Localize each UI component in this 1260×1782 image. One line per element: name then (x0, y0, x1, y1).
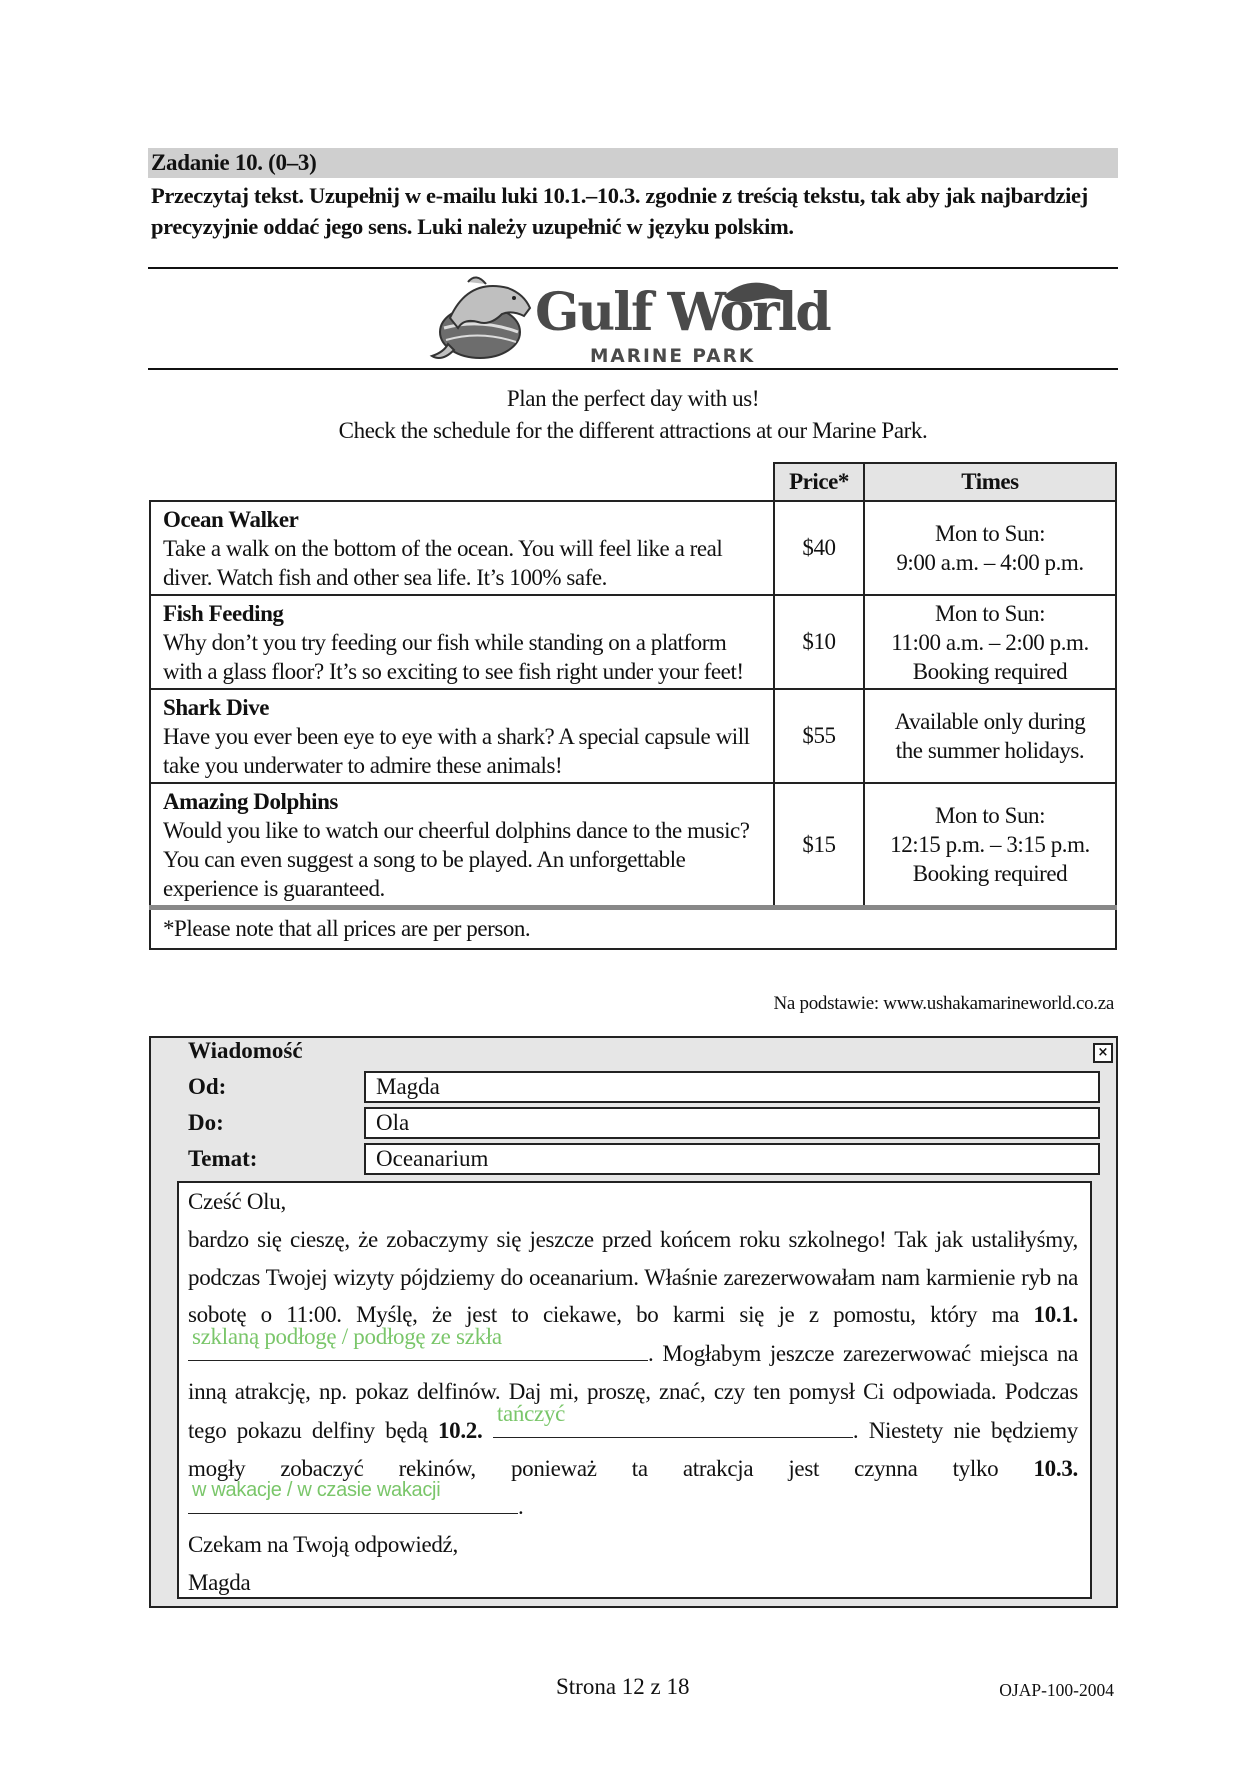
table-row (150, 501, 1116, 595)
divider-bottom (148, 368, 1118, 370)
gap-3-number: 10.3. (1033, 1455, 1078, 1481)
attraction-price: $55 (774, 689, 864, 783)
attraction-cell (150, 595, 774, 689)
schedule-table (149, 462, 1116, 950)
attraction-name: Shark Dive (163, 695, 270, 720)
table-row (150, 689, 1116, 783)
attraction-name: Ocean Walker (163, 507, 299, 532)
table-note-row (150, 908, 1116, 950)
paragraph-1-text: bardzo się cieszę, że zobaczymy się jeszcze przed końcem roku szkolnego! Tak jak ustaliłyśmy, podczas Twojej wizyty pójdziemy do oceanarium. Właśnie zarezerwowałam nam karmienie ryb na sobotę o 11:00. Myślę, że jest to ciekawe, bo karmi się je z pomostu, który ma (188, 1226, 1078, 1328)
paragraph-2-text: Mogłabym jeszcze zarezerwować miejsca na inną atrakcję, np. pokaz delfinów. Daj mi, proszę, znać, czy ten pomysł Ci odpowiada. Podczas tego pokazu delfiny będą (188, 1341, 1079, 1443)
to-label: Do: (188, 1110, 224, 1135)
attraction-price: $40 (774, 501, 864, 595)
gap-2-answer: tańczyć (496, 1400, 565, 1426)
attraction-times (864, 783, 1116, 908)
times-line: Booking required (912, 658, 1068, 684)
attraction-cell (150, 783, 774, 908)
attraction-name: Fish Feeding (163, 601, 284, 626)
gap-2-field[interactable] (493, 1400, 853, 1438)
header-times: Times (864, 463, 1116, 501)
intro-line-1: Plan the perfect day with us! (506, 386, 760, 411)
attraction-times (864, 689, 1116, 783)
attraction-description: Take a walk on the bottom of the ocean. You will feel like a real diver. Watch fish and other sea life. It’s 100% safe. (163, 536, 723, 590)
from-label: Od: (188, 1074, 227, 1099)
gap-1-number: 10.1. (1033, 1302, 1079, 1328)
page-number: Strona 12 z 18 (556, 1674, 690, 1699)
gap-3-field[interactable] (188, 1478, 518, 1514)
times-line: 9:00 a.m. – 4:00 p.m. (896, 550, 1084, 575)
attraction-cell (150, 501, 774, 595)
price-note: *Please note that all prices are per person. (150, 908, 1116, 950)
closing: Czekam na Twoją odpowiedź, (188, 1532, 458, 1558)
gap-1-answer: szklaną podłogę / podłogę ze szkła (192, 1324, 502, 1350)
attraction-price: $10 (774, 595, 864, 689)
gap-1-field[interactable] (188, 1324, 648, 1361)
task-instruction: Przeczytaj tekst. Uzupełnij w e-mailu luki 10.1.–10.3. zgodnie z treścią tekstu, tak aby jak najbardziej precyzyjnie oddać jego sens. Luki należy uzupełnić w języku polskim. (151, 183, 1088, 239)
divider-top (148, 267, 1118, 269)
times-line: Mon to Sun: (934, 803, 1046, 828)
task-title: Zadanie 10. (0–3) (151, 150, 317, 175)
signature: Magda (188, 1569, 251, 1595)
times-line: the summer holidays. (895, 738, 1085, 763)
times-line: Mon to Sun: (934, 521, 1046, 546)
from-field[interactable]: Magda (364, 1071, 1100, 1103)
times-line: Mon to Sun: (934, 600, 1046, 626)
attraction-name: Amazing Dolphins (163, 789, 338, 814)
logo-wordmark: Gulf World (535, 282, 830, 343)
exam-code: OJAP-100-2004 (999, 1680, 1114, 1700)
header-price: Price* (774, 463, 864, 501)
header-blank (150, 463, 774, 501)
attraction-price: $15 (774, 783, 864, 908)
attraction-times (864, 595, 1116, 689)
attraction-description: Why don’t you try feeding our fish while standing on a platform with a glass floor? It’s so exciting to see fish right under your feet! (163, 630, 744, 684)
attraction-description: Would you like to watch our cheerful dolphins dance to the music? You can even suggest a song to be played. An unforgettable experience is guaranteed. (163, 818, 750, 901)
message-body (188, 1183, 1078, 1602)
attraction-times (864, 501, 1116, 595)
close-icon[interactable]: × (1093, 1043, 1113, 1063)
table-row (150, 595, 1116, 689)
paragraph-1: bardzo się cieszę, że zobaczymy się jeszcze przed końcem roku szkolnego! Tak jak ustaliłyśmy, podczas Twojej wizyty pójdziemy do oceanarium. Właśnie zarezerwowałam nam karmienie ryb na sobotę o 11:00. Myślę, że jest to ciekawe, bo karmi się je z pomostu, który ma 10.1. szklaną podłogę / podłogę ze szkła . Mogłabym jeszcze zarezerwować miejsca na inną atrakcję, np. pokaz delfinów. Daj mi, proszę, znać, czy ten pomysł Ci odpowiada. Podczas tego pokazu delfiny będą 10.2. tańczyć . Niestety nie będziemy mogły zobaczyć rekinów, ponieważ ta atrakcja jest czynna tylko 10.3. w wakacje / w czasie wakacji . (188, 1226, 1079, 1520)
table-header-row (150, 463, 1116, 501)
subject-field[interactable]: Oceanarium (364, 1143, 1100, 1175)
times-line: Booking required (912, 861, 1068, 886)
logo-subtitle: MARINE PARK (590, 346, 756, 367)
message-title: Wiadomość (188, 1038, 303, 1063)
gap-2-number: 10.2. (437, 1417, 483, 1443)
table-row (150, 783, 1116, 908)
times-line: Available only during (894, 709, 1086, 734)
intro-line-2: Check the schedule for the different attractions at our Marine Park. (338, 418, 928, 443)
times-line: 12:15 p.m. – 3:15 p.m. (890, 832, 1090, 857)
attraction-cell (150, 689, 774, 783)
greeting: Cześć Olu, (188, 1189, 286, 1214)
to-field[interactable]: Ola (364, 1107, 1100, 1139)
subject-label: Temat: (188, 1146, 258, 1171)
attraction-description: Have you ever been eye to eye with a shark? A special capsule will take you underwater to admire these animals! (163, 724, 750, 778)
source-citation: Na podstawie: www.ushakamarineworld.co.za (773, 993, 1114, 1014)
times-line: 11:00 a.m. – 2:00 p.m. (891, 629, 1089, 655)
gap-3-answer: w wakacje / w czasie wakacji (192, 1478, 441, 1501)
paragraph-3-text: Niestety nie będziemy mogły zobaczyć rekinów, ponieważ ta atrakcja jest czynna tylko (188, 1417, 1079, 1481)
